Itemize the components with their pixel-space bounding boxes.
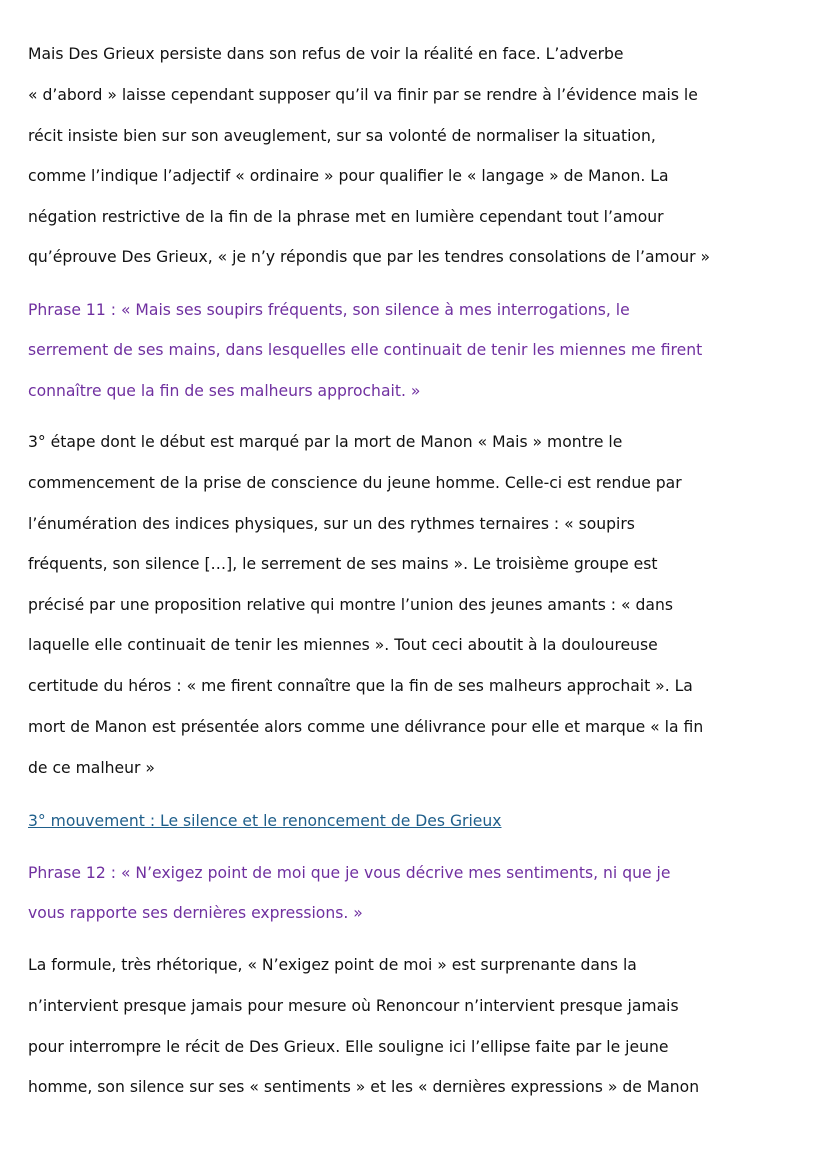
text-line: commencement de la prise de conscience du jeune homme. Celle-ci est rendue par [28, 474, 682, 492]
text-line: récit insiste bien sur son aveuglement, sur sa volonté de normaliser la situation, [28, 127, 656, 145]
text-line: 3° étape dont le début est marqué par la mort de Manon « Mais » montre le [28, 433, 623, 451]
text-line: comme l’indique l’adjectif « ordinaire » pour qualifier le « langage » de Manon. La [28, 167, 669, 185]
text-line: pour interrompre le récit de Des Grieux. Elle souligne ici l’ellipse faite par le jeune [28, 1038, 669, 1056]
section-heading: 3° mouvement : Le silence et le renoncement de Des Grieux [28, 812, 502, 830]
text-line: « d’abord » laisse cependant supposer qu’il va finir par se rendre à l’évidence mais le [28, 86, 698, 104]
text-line: l’énumération des indices physiques, sur un des rythmes ternaires : « soupirs [28, 515, 635, 533]
quote-line: vous rapporte ses dernières expressions. » [28, 904, 363, 922]
text-line: précisé par une proposition relative qui montre l’union des jeunes amants : « dans [28, 596, 673, 614]
text-line: homme, son silence sur ses « sentiments » et les « dernières expressions » de Manon [28, 1078, 700, 1096]
text-line: de ce malheur » [28, 759, 155, 777]
text-line: qu’éprouve Des Grieux, « je n’y répondis que par les tendres consolations de l’amour » [28, 248, 711, 266]
quote-line: Phrase 11 : « Mais ses soupirs fréquents, son silence à mes interrogations, le [28, 301, 630, 319]
text-line: laquelle elle continuait de tenir les miennes ». Tout ceci aboutit à la douloureuse [28, 636, 658, 654]
text-line: certitude du héros : « me firent connaître que la fin de ses malheurs approchait ». La [28, 677, 693, 695]
text-line: fréquents, son silence […], le serrement de ses mains ». Le troisième groupe est [28, 555, 658, 573]
text-line: La formule, très rhétorique, « N’exigez point de moi » est surprenante dans la [28, 956, 637, 974]
text-line: mort de Manon est présentée alors comme une délivrance pour elle et marque « la fin [28, 718, 704, 736]
quote-line: Phrase 12 : « N’exigez point de moi que je vous décrive mes sentiments, ni que je [28, 864, 671, 882]
quote-line: connaître que la fin de ses malheurs approchait. » [28, 382, 421, 400]
text-line: négation restrictive de la fin de la phrase met en lumière cependant tout l’amour [28, 208, 664, 226]
text-line: Mais Des Grieux persiste dans son refus de voir la réalité en face. L’adverbe [28, 45, 624, 63]
quote-line: serrement de ses mains, dans lesquelles elle continuait de tenir les miennes me firent [28, 341, 703, 359]
text-line: n’intervient presque jamais pour mesure où Renoncour n’intervient presque jamais [28, 997, 679, 1015]
